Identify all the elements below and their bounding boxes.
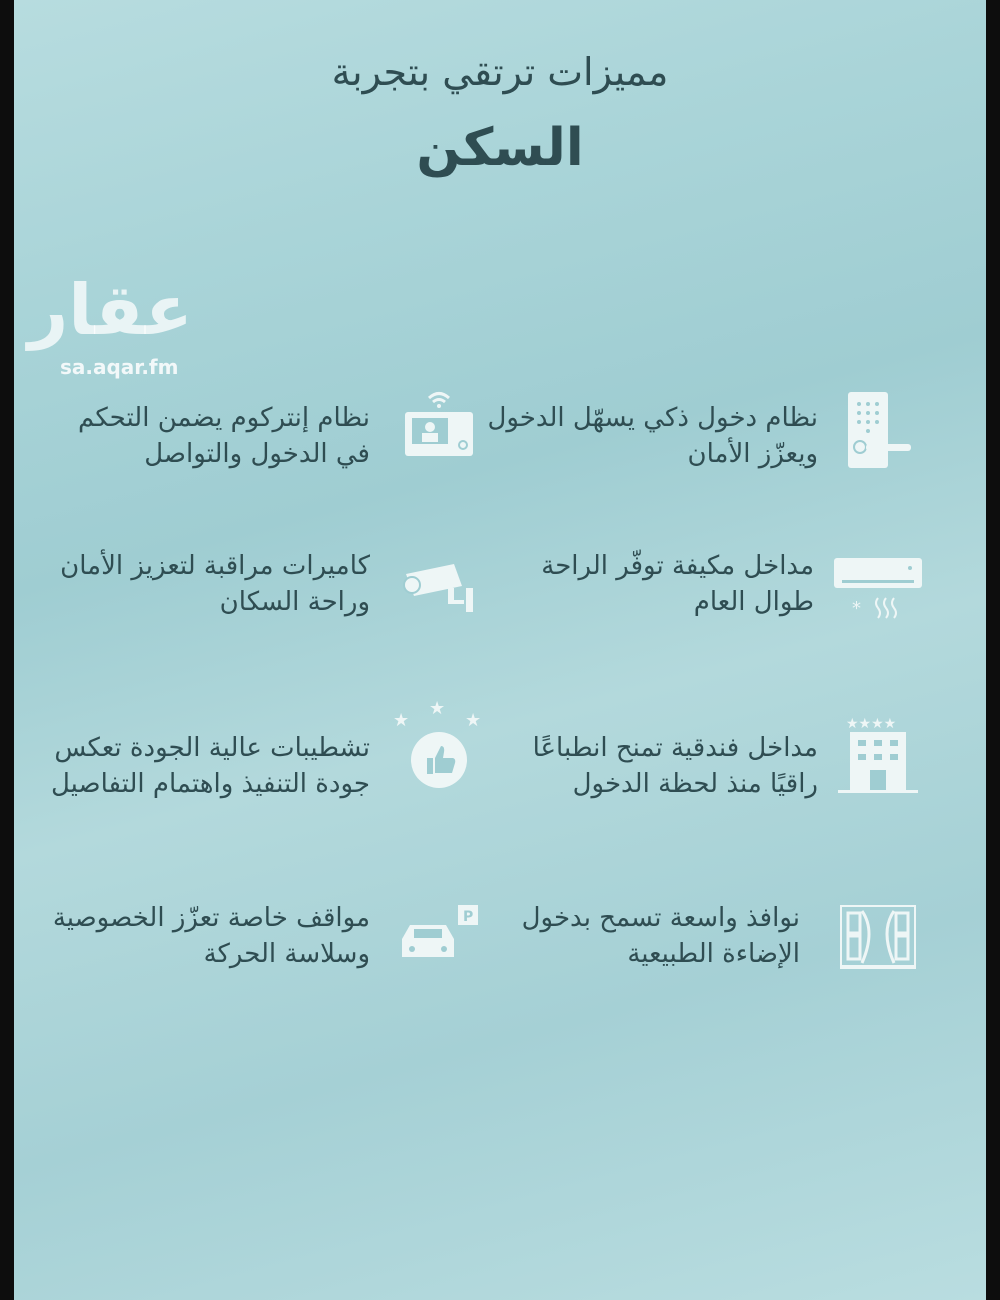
svg-text:P: P — [463, 909, 474, 925]
feature-line1: مداخل فندقية تمنح انطباعًا — [532, 733, 818, 763]
title-line1: مميزات ترتقي بتجربة — [331, 50, 669, 94]
security-camera-icon — [402, 560, 477, 616]
feature-line2: راقيًا منذ لحظة الدخول — [572, 769, 818, 799]
feature-cameras — [60, 548, 370, 620]
feature-line1: نظام إنتركوم يضمن التحكم — [78, 403, 370, 433]
feature-hotel-entrance — [533, 730, 818, 802]
feature-line2: جودة التنفيذ واهتمام التفاصيل — [50, 769, 370, 799]
windows-icon — [840, 905, 916, 969]
feature-line1: تشطيبات عالية الجودة تعكس — [54, 733, 370, 763]
watermark-logo: عقار — [28, 269, 193, 351]
feature-line2: وراحة السكان — [219, 587, 370, 617]
hotel-icon — [838, 712, 920, 794]
svg-text:*: * — [852, 598, 861, 619]
svg-text:★: ★ — [393, 710, 410, 731]
feature-line2: الإضاءة الطبيعية — [627, 939, 800, 969]
feature-intercom — [78, 400, 370, 472]
thumbs-up-stars-icon — [393, 700, 485, 792]
feature-line2: وسلاسة الحركة — [203, 939, 370, 969]
feature-line1: مواقف خاصة تعزّز الخصوصية — [52, 903, 370, 933]
air-conditioner-icon — [834, 558, 924, 620]
feature-line2: ويعزّز الأمان — [687, 439, 818, 469]
smart-lock-icon — [848, 392, 913, 472]
poster — [14, 0, 986, 1300]
feature-line1: نوافذ واسعة تسمح بدخول — [521, 903, 800, 933]
feature-line1: مداخل مكيفة توفّر الراحة — [541, 551, 814, 581]
feature-finishes — [51, 730, 370, 802]
feature-line1: نظام دخول ذكي يسهّل الدخول — [487, 403, 818, 433]
svg-text:★★★★: ★★★★ — [846, 716, 897, 732]
title-line2: السكن — [416, 118, 584, 178]
feature-air-conditioned — [541, 548, 814, 620]
parking-car-icon — [400, 905, 480, 963]
svg-text:★: ★ — [429, 700, 446, 719]
feature-windows — [522, 900, 800, 972]
svg-text:★: ★ — [465, 710, 482, 731]
watermark-url: sa.aqar.fm — [60, 355, 179, 379]
feature-line1: كاميرات مراقبة لتعزيز الأمان — [60, 551, 370, 581]
intercom-icon — [405, 390, 473, 460]
feature-line2: في الدخول والتواصل — [144, 439, 370, 469]
feature-line2: طوال العام — [693, 587, 814, 617]
feature-parking — [53, 900, 370, 972]
feature-smart-entry — [487, 400, 818, 472]
